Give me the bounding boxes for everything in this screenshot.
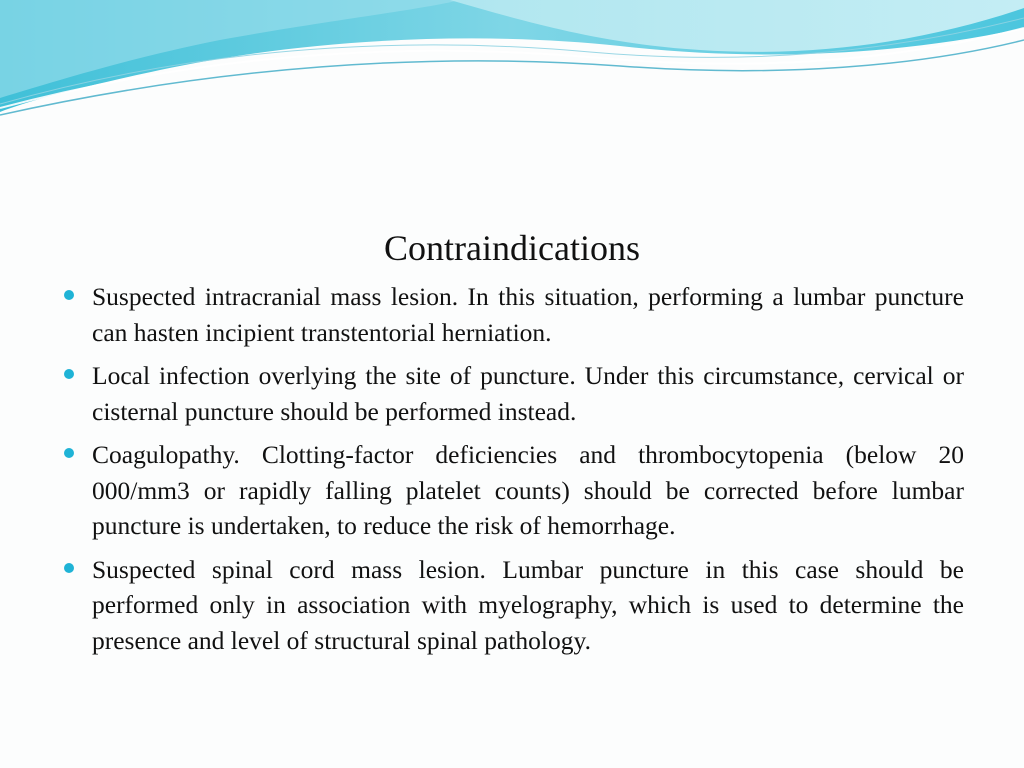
bullet-dot-icon: [64, 290, 74, 300]
bullet-item: [62, 279, 964, 350]
bullet-list: [62, 279, 964, 666]
bullet-item: [62, 437, 964, 544]
bullet-item: [62, 552, 964, 659]
bullet-dot-icon: [64, 563, 74, 573]
bullet-dot-icon: [64, 369, 74, 379]
slide-title: Contraindications: [384, 228, 640, 268]
bullet-dot-icon: [64, 448, 74, 458]
bullet-text: Coagulopathy. Clotting-factor deficiencies and thrombocytopenia (below 20 000/mm3 or rapidly falling platelet counts) should be corrected before lumbar puncture is undertaken, to reduce the risk of hemorrhage.: [92, 440, 964, 540]
bullet-text: Local infection overlying the site of puncture. Under this circumstance, cervical or cisternal puncture should be performed instead.: [92, 361, 964, 426]
bullet-text: Suspected intracranial mass lesion. In this situation, performing a lumbar puncture can hasten incipient transtentorial herniation.: [92, 282, 964, 347]
bullet-item: [62, 358, 964, 429]
bullet-text: Suspected spinal cord mass lesion. Lumbar puncture in this case should be performed only in association with myelography, which is used to determine the presence and level of structural spinal pathology.: [92, 554, 964, 655]
decorative-wave-header: [0, 0, 1024, 120]
